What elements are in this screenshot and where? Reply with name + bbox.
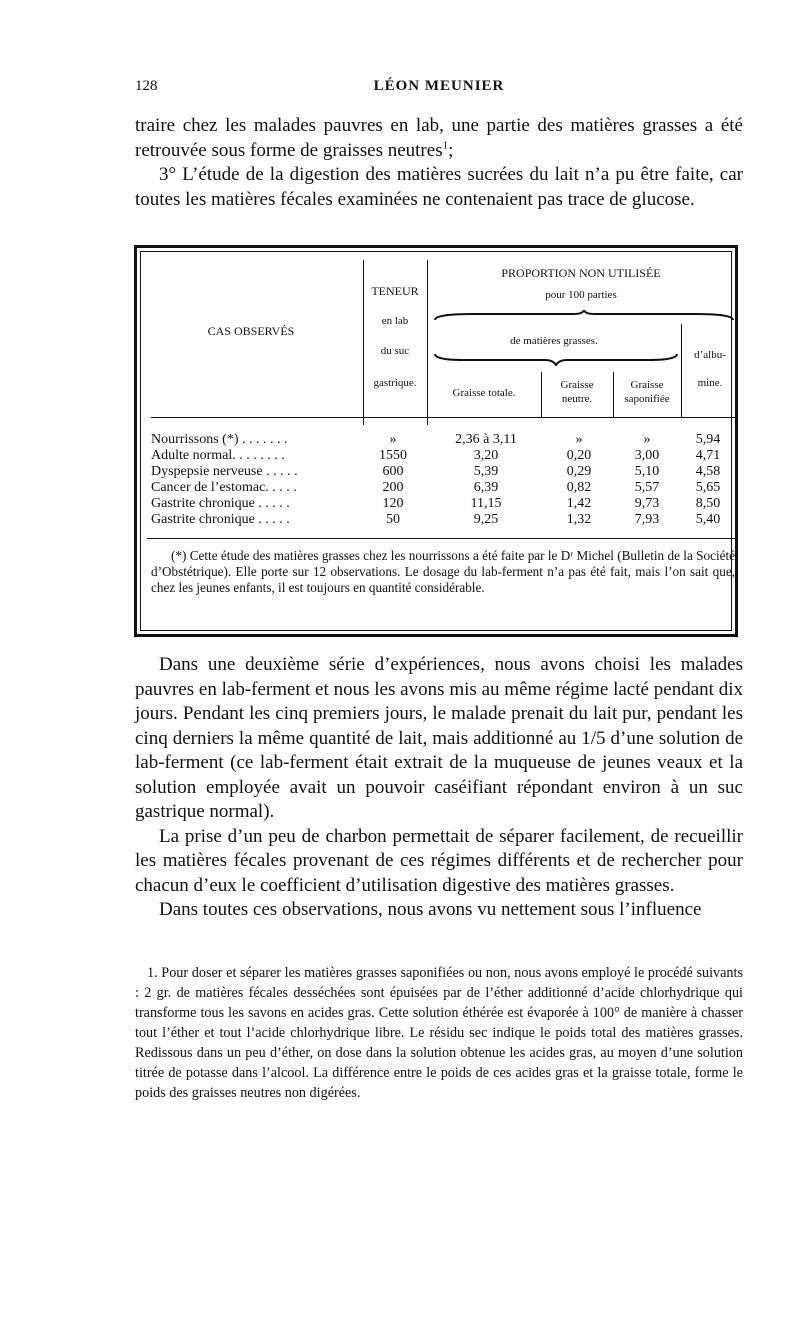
paragraph-5: Dans toutes ces observations, nous avons vu nettement sous l’influence: [159, 899, 702, 920]
brace-proportion: [433, 310, 735, 322]
page-header: [135, 78, 743, 100]
row-albumine: 4,58: [695, 464, 721, 479]
row-saponifiee: 5,57: [634, 480, 660, 495]
table-row: [151, 464, 735, 480]
footnote: 1. Pour doser et séparer les matières grasses saponifiées ou non, nous avons employé le procédé suivants : 2 gr. de matières fécales desséchées sont épuisées par de l’éther additionné d’acide chlorhydrique qui transforme tous les savons en acides gras. Cette solution éthérée est évaporée à 100° de manière à chasser tout l’éther et tout l’acide chlorhydrique libre. Le résidu sec indique le poids total des matières grasses. Redissous dans un peu d’éther, on dose dans la solution obtenue les acides gras, au moyen d’une solution titrée de potasse dans l’alcool. La différence entre le poids de ces acides gras et la graisse totale, forme le poids des graisses neutres non digérées.: [135, 965, 743, 1101]
row-saponifiee: »: [643, 432, 651, 447]
paragraph-1-end: ;: [448, 139, 454, 161]
proportion-title: PROPORTION NON UTILISÉE: [501, 266, 661, 280]
table-row: [151, 480, 735, 496]
row-neutre: 0,20: [566, 448, 592, 463]
row-saponifiee: 3,00: [634, 448, 660, 463]
col-header-neutre-2: neutre.: [561, 393, 593, 405]
col-header-neutre-1: Graisse: [560, 379, 594, 391]
table-row: [151, 448, 735, 464]
col-header-sapon-1: Graisse: [630, 379, 664, 391]
row-teneur: 50: [386, 512, 400, 527]
row-albumine: 5,94: [695, 432, 721, 447]
row-neutre: 1,32: [566, 512, 592, 527]
row-albumine: 4,71: [695, 448, 721, 463]
row-albumine: 5,40: [695, 512, 721, 527]
col-header-albumine-1: d’albu-: [694, 349, 726, 361]
brace-matieres: [433, 352, 679, 366]
row-label: Nourrissons (*) . . . . . . .: [151, 432, 288, 447]
footnote-ref: 1: [442, 139, 449, 152]
row-totale: 3,20: [473, 448, 499, 463]
paragraph-1: [135, 114, 743, 212]
col-header-sapon-2: saponifiée: [624, 393, 670, 405]
row-neutre: 0,29: [566, 464, 592, 479]
row-saponifiee: 7,93: [634, 512, 660, 527]
col-header-teneur-4: gastrique.: [373, 377, 417, 389]
table-row: [151, 432, 735, 448]
row-totale: 5,39: [473, 464, 499, 479]
paragraph-3: Dans une deuxième série d’expériences, nous avons choisi les malades pauvres en lab-ferment et nous les avons mis au même régime lacté pendant dix jours. Pendant les cinq premiers jours, le malade prenait du lait pur, pendant les cinq derniers la même quantité de lait, mais additionné au 1/5 d’une solution de lab-ferment (ce lab-ferment était extrait de la muqueuse de jeunes veaux et la solution employée avait un pouvoir caséifiant répondant environ à un suc gastrique normal).: [135, 654, 743, 822]
col-header-teneur-2: en lab: [381, 315, 409, 327]
row-label: Adulte normal. . . . . . . .: [151, 448, 285, 463]
row-albumine: 5,65: [695, 480, 721, 495]
row-saponifiee: 9,73: [634, 496, 660, 511]
row-totale: 9,25: [473, 512, 499, 527]
proportion-subtitle: pour 100 parties: [545, 289, 617, 301]
row-teneur: 600: [382, 464, 404, 479]
row-totale: 11,15: [470, 496, 502, 511]
paragraph-4: La prise d’un peu de charbon permettait de séparer facilement, de recueillir les matières fécales provenant de ces régimes différents et de rechercher pour chacun d’eux le coefficient d’utilisation digestive des matières grasses.: [135, 825, 743, 896]
col-header-neutre: [541, 378, 613, 406]
row-neutre: 0,82: [566, 480, 592, 495]
col-header-teneur-3: du suc: [380, 345, 410, 357]
table-divider: [681, 324, 682, 417]
body-text: [135, 653, 743, 923]
row-label: Gastrite chronique . . . . .: [151, 512, 290, 527]
paragraph-1-text: traire chez les malades pauvres en lab, une partie des matières grasses a été retrouvée sous forme de graisses neutres: [135, 115, 743, 161]
page-number: 128: [135, 78, 158, 94]
col-header-teneur: TENEUR: [371, 284, 419, 298]
col-header-albumine-2: mine.: [697, 377, 723, 389]
note-rule: [147, 538, 735, 539]
row-neutre: 1,42: [566, 496, 592, 511]
results-table: [134, 245, 738, 637]
row-saponifiee: 5,10: [634, 464, 660, 479]
row-totale: 2,36 à 3,11: [455, 432, 517, 447]
running-title: LÉON MEUNIER: [373, 78, 505, 94]
row-teneur: 200: [382, 480, 404, 495]
row-albumine: 8,50: [695, 496, 721, 511]
paragraph-2: 3° L’étude de la digestion des matières sucrées du lait n’a pu être faite, car toutes les matières fécales examinées ne contenaient pas trace de glucose.: [135, 164, 743, 210]
table-row: [151, 512, 735, 528]
row-teneur: 120: [382, 496, 404, 511]
header-rule: [151, 417, 735, 418]
row-neutre: »: [575, 432, 583, 447]
row-label: Cancer de l’estomac. . . . .: [151, 480, 297, 495]
col-header-totale: Graisse totale.: [452, 387, 516, 399]
row-label: Dyspepsie nerveuse . . . . .: [151, 464, 298, 479]
col-header-saponifiee: [613, 378, 681, 406]
col-header-cas: CAS OBSERVÉS: [207, 324, 295, 338]
row-label: Gastrite chronique . . . . .: [151, 496, 290, 511]
row-totale: 6,39: [473, 480, 499, 495]
table-note: (*) Cette étude des matières grasses chez les nourrissons a été faite par le Dʳ Michel (Bulletin de la Société d’Obstétrique). Elle porte sur 12 observations. Le dosage du lab-ferment n’a pas été fait, mais l’on sait que, chez les jeunes enfants, il est toujours en quantité considérable.: [151, 548, 735, 595]
row-teneur: 1550: [379, 448, 407, 463]
row-teneur: »: [389, 432, 397, 447]
table-row: [151, 496, 735, 512]
matieres-grasses-label: de matières grasses.: [510, 335, 598, 347]
table-inner-frame: [140, 251, 735, 631]
